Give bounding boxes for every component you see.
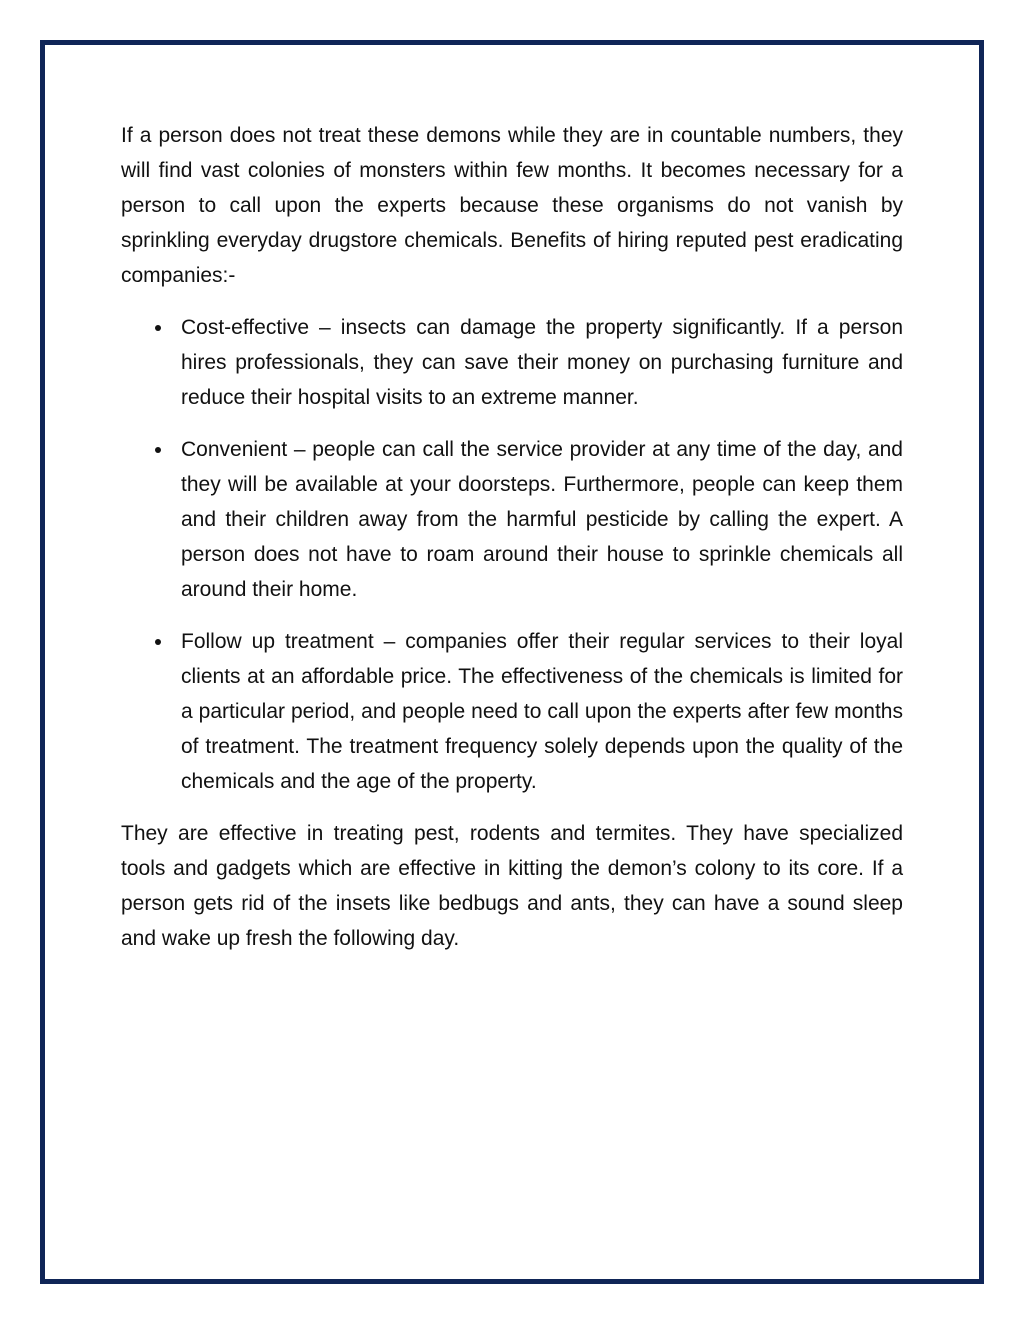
benefit-text: Convenient – people can call the service provider at any time of the day, and they will be available at your doorsteps. Furthermore, people can keep them and their children away from the harmful pesticide by calling the expert. A person does not have to roam around their house to sprinkle chemicals all around their home. (181, 438, 903, 601)
benefit-text: Follow up treatment – companies offer their regular services to their loyal clients at an affordable price. The effectiveness of the chemicals is limited for a particular period, and people need to call upon the experts after few months of treatment. The treatment frequency solely depends upon the quality of the chemicals and the age of the property. (181, 630, 903, 793)
benefit-item-cost-effective (121, 310, 903, 415)
benefit-item-convenient (121, 432, 903, 607)
benefit-text: Cost-effective – insects can damage the property significantly. If a person hires professionals, they can save their money on purchasing furniture and reduce their hospital visits to an extreme manner. (181, 316, 903, 409)
closing-paragraph: They are effective in treating pest, rodents and termites. They have specialized tools and gadgets which are effective in kitting the demon’s colony to its core. If a person gets rid of the insets like bedbugs and ants, they can have a sound sleep and wake up fresh the following day. (121, 822, 903, 950)
benefits-list (121, 310, 903, 799)
bullet-icon (153, 310, 163, 345)
intro-paragraph: If a person does not treat these demons while they are in countable numbers, they will find vast colonies of monsters within few months. It becomes necessary for a person to call upon the experts because these organisms do not vanish by sprinkling everyday drugstore chemicals. Benefits of hiring reputed pest eradicating companies:- (121, 124, 903, 287)
bullet-icon (153, 432, 163, 467)
bullet-icon (153, 624, 163, 659)
benefit-item-follow-up (121, 624, 903, 799)
document-body (121, 118, 903, 956)
